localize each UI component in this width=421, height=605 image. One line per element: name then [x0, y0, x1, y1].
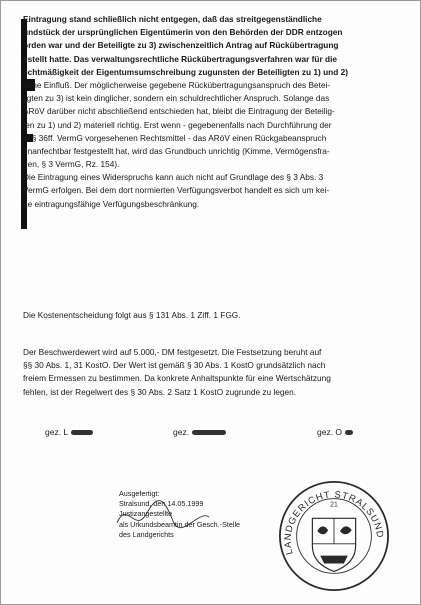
text-line: freiem Ermessen zu bestimmen. Da konkrete Anhaltspunkte für eine Wertschätzung [23, 373, 331, 384]
signature-3 [317, 427, 353, 437]
text-line: Die Kostenentscheidung folgt aus § 131 Abs. 1 Ziff. 1 FGG. [23, 310, 241, 320]
text-line: Justizangestellte [119, 509, 173, 519]
court-seal [275, 477, 393, 595]
redacted-name [192, 430, 226, 435]
text-line: Stralsund, den 14.05.1999 [119, 499, 204, 509]
text-line: VermG erfolgen. Bei dem dort normierten Verfügungsverbot handelt es sich um kei- [23, 185, 330, 196]
text-line: ten zu 1) und 2) materiell richtig. Erst wenn - gegebenenfalls nach Durchführung der [23, 119, 332, 130]
seal-text: LANDGERICHT STRALSUND [282, 489, 386, 556]
text-line: Ausgefertigt: [119, 489, 160, 498]
signature-text: gez. [173, 427, 190, 437]
paragraph-value [23, 346, 399, 399]
text-line: gen, § 3 VermG, Rz. 154). [23, 159, 120, 170]
paragraph-main [23, 13, 399, 211]
text-line: ligten zu 3) ist kein dinglicher, sondern ein schuldrechtlicher Anspruch. Solange das [23, 93, 330, 104]
signature-text: gez. L [45, 427, 69, 437]
text-line: als Urkundsbeamtin der Gesch.-Stelle [119, 519, 241, 529]
text-line: ohne Einfluß. Der möglicherweise gegebene Rückübertragungsanspruch des Betei- [23, 79, 331, 90]
text-line: Der Beschwerdewert wird auf 5.000,- DM festgesetzt. Die Festsetzung beruht auf [23, 347, 322, 357]
text-line: Eintragung stand schließlich nicht entgegen, daß das streitgegenständliche [23, 14, 322, 24]
text-line: unanfechtbar festgestellt hat, wird das Grundbuch unrichtig (Kimme, Vermögensfra- [23, 145, 330, 156]
redacted-name [71, 430, 93, 435]
text-line: undstück der ursprünglichen Eigentümerin von den Behörden der DDR entzogen [23, 27, 343, 38]
paragraph-costs [23, 309, 399, 322]
text-line: fehlen, ist der Regelwert des § 30 Abs. 2 Satz 1 KostO zugrunde zu legen. [23, 386, 297, 397]
signature-2 [173, 427, 226, 437]
text-line: ne eintragungsfähige Verfügungsbeschränkung. [23, 198, 200, 209]
signature-1 [45, 427, 93, 437]
text-line: in § 36ff. VermG vorgesehenen Rechtsmittel - das ARöV einen Rückgabeanspruch [23, 132, 327, 143]
text-line: Die Eintragung eines Widerspruchs kann auch nicht auf Grundlage des § 3 Abs. 3 [23, 172, 324, 183]
text-line: orden war und der Beteiligte zu 3) zwischenzeitlich Antrag auf Rückübertragung [23, 40, 339, 51]
text-line: §§ 30 Abs. 1, 31 KostO. Der Wert ist gemäß § 30 Abs. 1 KostO grundsätzlich nach [23, 360, 326, 371]
text-line: ARöV darüber nicht abschließend entschieden hat, bleibt die Eintragung der Beteilig- [23, 106, 335, 117]
text-line: estellt hatte. Das verwaltungsrechtliche Rückübertragungsverfahren war für die [23, 53, 337, 64]
seal-number: 21 [330, 501, 338, 509]
text-line: des Landgerichts [119, 529, 174, 539]
signature-text: gez. O [317, 427, 343, 437]
handwritten-signature [113, 493, 233, 543]
text-line: echtmäßigkeit der Eigentumsumschreibung zugunsten der Beteiligten zu 1) und 2) [23, 66, 349, 77]
redacted-name [345, 430, 353, 435]
